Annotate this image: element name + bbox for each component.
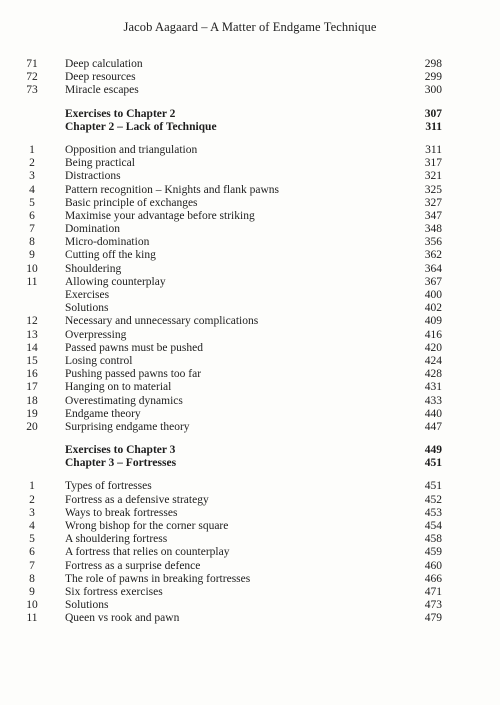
entry-title: Queen vs rook and pawn [65,612,180,625]
page-number: 367 [424,275,442,288]
entry-title: Domination [65,223,120,236]
toc-entry [0,302,500,315]
toc-entry [0,599,500,612]
page-number: 362 [424,249,442,262]
entry-title: Pushing passed pawns too far [65,368,202,381]
heading-title: Exercises to Chapter 3 [65,444,176,457]
page-number: 460 [424,559,442,572]
entry-number: 3 [29,506,35,519]
entry-title: Allowing counterplay [65,275,166,288]
page-number: 433 [424,394,442,407]
page-number: 325 [424,183,442,196]
entry-number: 11 [26,612,38,625]
page-number: 454 [424,520,442,532]
toc-entry [0,329,500,342]
entry-title: Six fortress exercises [65,585,163,598]
entry-number: 19 [26,407,38,420]
page-number: 447 [424,420,442,433]
entry-title: Fortress as a defensive strategy [65,493,209,506]
toc-entry [0,494,500,507]
entry-number: 6 [29,209,35,222]
entry-title: Overpressing [65,328,127,341]
entry-number: 1 [29,143,35,156]
toc-entry [0,507,500,520]
toc-section-chapter2 [0,144,500,434]
toc-entry [0,395,500,408]
page-number: 449 [424,444,442,457]
entry-title: Deep calculation [65,58,143,70]
page-number: 317 [424,157,442,170]
entry-number: 16 [26,368,38,381]
entry-number: 10 [26,599,38,612]
entry-title: Surprising endgame theory [65,420,190,433]
toc-entry [0,560,500,573]
toc-heading-row [0,108,500,121]
page-number: 451 [424,480,442,493]
page-number: 479 [424,612,442,625]
entry-title: Losing control [65,354,133,367]
toc-entry [0,573,500,586]
page-number: 347 [424,209,442,222]
entry-number: 10 [26,262,38,275]
entry-number: 5 [29,196,35,209]
entry-title: Solutions [65,599,109,612]
entry-title: Shouldering [65,262,122,275]
toc-entry [0,342,500,355]
entry-title: Endgame theory [65,407,141,420]
toc-entry [0,276,500,289]
toc-heading-row [0,121,500,134]
entry-title: The role of pawns in breaking fortresses [65,572,251,585]
entry-title: Ways to break fortresses [65,506,178,519]
page-number: 409 [424,315,442,328]
entry-title: Exercises [65,289,110,301]
toc-entry [0,546,500,559]
page-number: 451 [424,457,442,470]
page-number: 440 [424,407,442,420]
page-number: 452 [424,493,442,506]
entry-title: Micro-domination [65,236,150,249]
page-number: 364 [424,262,442,275]
heading-title: Exercises to Chapter 2 [65,107,176,120]
entry-number: 9 [29,585,35,598]
page-number: 424 [424,354,442,367]
toc-entry [0,520,500,533]
entry-number: 20 [26,420,38,433]
page-number: 299 [424,71,442,84]
entry-title: Pattern recognition – Knights and flank pawns [65,183,279,196]
entry-number: 73 [26,84,38,97]
page-number: 356 [424,236,442,249]
toc-entry [0,533,500,546]
toc-entry [0,249,500,262]
entry-title: Distractions [65,170,121,183]
heading-title: Chapter 3 – Fortresses [65,457,177,470]
toc-entry [0,315,500,328]
entry-number: 1 [29,480,35,493]
toc-entry [0,210,500,223]
page-number: 473 [424,599,442,612]
toc-entry [0,368,500,381]
toc-entry [0,381,500,394]
toc-entry [0,84,500,97]
entry-number: 4 [29,183,35,196]
page-number: 428 [424,368,442,381]
page-number: 402 [424,302,442,315]
entry-title: Wrong bishop for the corner square [65,520,229,532]
page-number: 459 [424,546,442,559]
toc-entry [0,421,500,434]
entry-number: 12 [26,315,38,328]
toc-section-chapter3 [0,480,500,625]
entry-title: A fortress that relies on counterplay [65,546,230,559]
toc-entry [0,197,500,210]
toc-headings-chapter2 [0,108,500,134]
page-number: 300 [424,84,442,97]
entry-number: 8 [29,236,35,249]
toc-entry [0,289,500,302]
page-number: 431 [424,381,442,394]
page-number: 400 [424,289,442,301]
entry-number: 3 [29,170,35,183]
page-number: 311 [425,120,442,133]
page-number: 453 [424,506,442,519]
entry-title: Overestimating dynamics [65,394,183,407]
toc-entry [0,58,500,71]
entry-title: Opposition and triangulation [65,143,198,156]
page-number: 307 [424,107,442,120]
entry-number: 17 [26,381,38,394]
toc-heading-row [0,444,500,457]
entry-number: 6 [29,546,35,559]
entry-number: 14 [26,341,38,354]
entry-number: 72 [26,71,38,84]
page-number: 321 [424,170,442,183]
toc-entry [0,408,500,421]
toc-entry [0,480,500,493]
toc-entry [0,184,500,197]
page-number: 458 [424,533,442,546]
entry-number: 5 [29,533,35,546]
toc-entry [0,612,500,625]
entry-title: Maximise your advantage before striking [65,209,255,222]
toc-entry [0,223,500,236]
entry-title: Cutting off the king [65,249,156,262]
toc-entry [0,71,500,84]
entry-number: 13 [26,328,38,341]
entry-number: 8 [29,572,35,585]
toc-headings-chapter3 [0,444,500,470]
entry-number: 2 [29,157,35,170]
entry-title: Solutions [65,302,109,315]
entry-number: 7 [29,559,35,572]
entry-number: 7 [29,223,35,236]
entry-title: Miracle escapes [65,84,139,97]
page-header: Jacob Aagaard – A Matter of Endgame Technique [123,20,377,34]
toc-entry [0,236,500,249]
toc-entry [0,144,500,157]
page-number: 416 [424,328,442,341]
toc-entry [0,263,500,276]
toc-entry [0,170,500,183]
page-number: 348 [424,223,442,236]
page-number: 420 [424,341,442,354]
toc-heading-row [0,457,500,470]
page-number: 327 [424,196,442,209]
entry-number: 18 [26,394,38,407]
heading-title: Chapter 2 – Lack of Technique [65,120,217,133]
entry-title: Types of fortresses [65,480,152,493]
entry-title: Passed pawns must be pushed [65,341,203,354]
table-of-contents [0,58,500,626]
entry-title: Hanging on to material [65,381,172,394]
toc-entry [0,157,500,170]
entry-title: Basic principle of exchanges [65,196,198,209]
toc-entry [0,586,500,599]
toc-section-chapter2-end [0,58,500,98]
entry-number: 9 [29,249,35,262]
entry-title: Deep resources [65,71,136,84]
page-number: 311 [425,143,442,156]
entry-number: 4 [29,520,35,532]
page-number: 298 [424,58,442,70]
entry-number: 15 [26,354,38,367]
entry-number: 11 [26,275,38,288]
entry-number: 2 [29,493,35,506]
entry-title: A shouldering fortress [65,533,168,546]
toc-entry [0,355,500,368]
entry-number: 71 [26,58,38,70]
page-number: 471 [424,585,442,598]
entry-title: Necessary and unnecessary complications [65,315,259,328]
entry-title: Being practical [65,157,135,170]
entry-title: Fortress as a surprise defence [65,559,201,572]
page-number: 466 [424,572,442,585]
